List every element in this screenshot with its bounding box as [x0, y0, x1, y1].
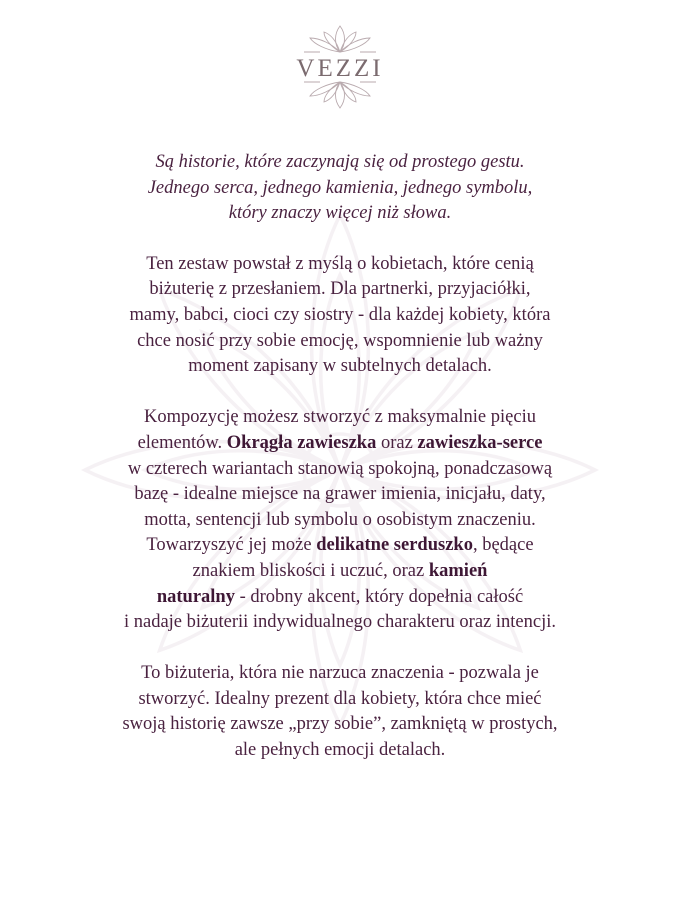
text-line: chce nosić przy sobie emocję, wspomnienie lub ważny [137, 330, 543, 351]
highlight-heart-pendant: zawieszka-serce [417, 432, 543, 453]
text-line: biżuterię z przesłaniem. Dla partnerki, przyjaciółki, [149, 279, 531, 300]
intro-line: Jednego serca, jednego kamienia, jednego symbolu, [147, 177, 533, 198]
text-line: ale pełnych emocji detalach. [234, 740, 446, 761]
highlight-natural-stone-cont: naturalny [156, 586, 235, 607]
paragraph-audience [60, 252, 620, 380]
text-line: motta, sentencji lub symbolu o osobistym znaczeniu. [144, 509, 536, 530]
paragraph-closing [60, 661, 620, 763]
intro-line: który znaczy więcej niż słowa. [228, 203, 452, 224]
text-line: i nadaje biżuterii indywidualnego charakteru oraz intencji. [123, 612, 556, 633]
text-line: w czterech wariantach stanowią spokojną, ponadczasową [127, 458, 553, 479]
paragraph-composition [60, 405, 620, 635]
text-line [60, 533, 620, 559]
brand-name: VEZZI [296, 55, 384, 82]
intro-line: Są historie, które zaczynają się od prostego gestu. [155, 152, 525, 172]
intro-quote [60, 150, 620, 227]
text-segment: oraz [376, 432, 418, 453]
text-segment: elementów. [137, 432, 227, 453]
text-segment: znakiem bliskości i uczuć, oraz [192, 560, 429, 581]
text-line: stworzyć. Idealny prezent dla kobiety, która chce mieć [138, 688, 542, 709]
text-line [60, 585, 620, 611]
text-line: moment zapisany w subtelnych detalach. [188, 356, 492, 377]
text-segment: - drobny akcent, który dopełnia całość [234, 586, 524, 607]
text-line: bazę - idealne miejsce na grawer imienia, inicjału, daty, [134, 484, 546, 505]
text-line: swoją historię zawsze „przy sobie”, zamkniętą w prostych, [122, 714, 558, 735]
highlight-small-heart: delikatne serduszko [316, 535, 473, 556]
text-segment: Towarzyszyć jej może [146, 535, 317, 556]
product-description [60, 150, 620, 789]
text-line [60, 431, 620, 457]
highlight-round-pendant: Okrągła zawieszka [226, 432, 377, 453]
text-line: Ten zestaw powstał z myślą o kobietach, które cenią [146, 253, 534, 274]
brand-logo [290, 22, 390, 112]
text-line: To biżuteria, która nie narzuca znaczenia - pozwala je [141, 663, 539, 684]
highlight-natural-stone: kamień [428, 560, 488, 581]
text-line: mamy, babci, cioci czy siostry - dla każdej kobiety, która [129, 304, 551, 325]
text-line [60, 559, 620, 585]
text-segment: , będące [472, 535, 534, 556]
text-line: Kompozycję możesz stworzyć z maksymalnie pięciu [144, 407, 536, 428]
